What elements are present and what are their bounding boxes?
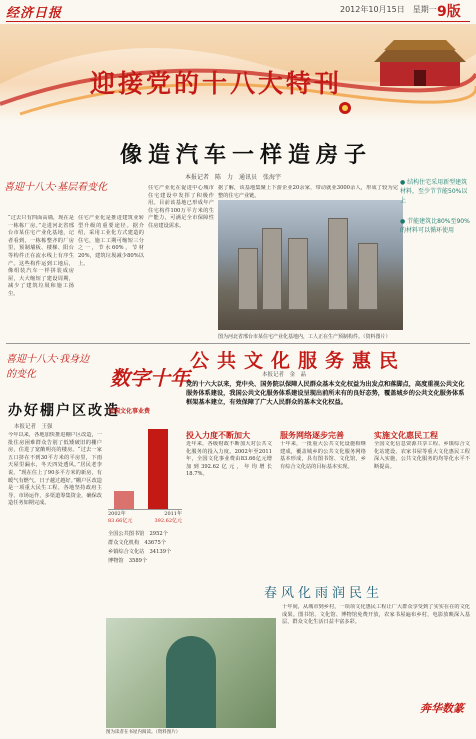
stat-item: 乡镇综合文化站 34139个 (108, 549, 172, 555)
article-3-col3 (374, 430, 470, 571)
chart-title: 全国文化事业费 (108, 408, 151, 415)
page-number: 9版 (437, 4, 461, 20)
article-1-callouts (400, 178, 472, 235)
footer-stamp: 奔华数篆 (420, 702, 464, 715)
value-2002: 83.66亿元 (108, 518, 133, 524)
subhead-programs: 实施文化惠民工程 (374, 430, 438, 440)
bar-label-2011: 2011年 (164, 511, 182, 517)
value-2011: 392.62亿元 (154, 518, 182, 524)
factory-photo (218, 200, 403, 330)
callout-energy-saving: ● 结构住宅采用新型建筑材料，至少节节能50%以上 (400, 179, 468, 204)
article-3-col2 (280, 430, 366, 571)
article-3-body-3: 全国文化信息资源共享工程、乡镇综合文化站建设、农家书屋等重大文化惠民工程深入实施，公共文化服务的均等化水平不断提高。 (374, 441, 470, 470)
party-emblem-icon (339, 102, 351, 114)
article-3-lead: 党的十六大以来，党中央、国务院以保障人民群众基本文化权益为出发点和落脚点，高度重视公共文化服务体系建设，我国公共文化服务体系建设呈现出前所未有的良好态势，覆盖城乡的公共文化服务体系框架基本建立，有效保障了广大人民群众的基本文化权益。 (186, 381, 465, 406)
section-divider (6, 343, 470, 344)
article-3-col1 (186, 430, 272, 571)
reader-photo (106, 618, 276, 728)
reader-figure (166, 636, 216, 728)
article-3-body-1: 近年来，各级财政不断加大对公共文化服务的投入力度。2002年至2011年，全国文化事业费由83.66亿元增加到392.62亿元，年均增长18.7%。 (186, 441, 272, 478)
article-1-text-col3: 住宅产业化在促进中心城市住宅建设中发挥了积极作用。目前该基地已形成年产住宅构件100万平方米的生产能力，可满足全市保障性住房建设需求。 (148, 185, 214, 229)
stat-item: 全国公共图书馆 2952个 (108, 531, 168, 537)
article-2-column-stamp (6, 350, 96, 390)
subhead-investment: 投入力度不断加大 (186, 430, 250, 440)
stat-item: 群众文化机构 43675个 (108, 540, 167, 546)
bar-label-2002: 2002年 (108, 511, 126, 517)
culture-budget-infographic (108, 406, 182, 606)
issue-date: 2012年10月15日 星期一 (340, 5, 437, 14)
newspaper-logo: 经济日报 (6, 6, 63, 21)
callout-recycling: ● 节能建筑比80%至90%的材料可以循环使用 (400, 218, 470, 234)
reader-photo-caption: 图为读者在书屋内阅读。（资料图片） (106, 730, 181, 735)
stats-list (108, 530, 182, 566)
factory-photo-caption: 图为河北省邢台市某住宅产业化基地内，工人正在生产预制构件。（资料图片） (218, 334, 391, 340)
article-1-byline: 本报记者 陈 力 通讯员 张海宇 (185, 174, 282, 181)
subhead-network: 服务网络逐步完善 (280, 430, 344, 440)
article-4-text: 十年间，从城市到乡村，一项项文化惠民工程让广大群众享受到了实实在在的文化成果。图书馆、文化馆、博物馆免费开放，农家书屋遍布乡村，电影放映深入基层，群众文化生活日益丰富多彩。 (282, 604, 470, 626)
article-1-text-col4: 据了解，该基地集聚上下游企业20余家，带动就业3000余人，形成了较为完整的住宅产业链。 (218, 185, 398, 199)
article-4-title: 春风化雨润民生 (264, 586, 384, 601)
article-3-body-2: 十年来，一批重大公共文化设施相继建成，覆盖城乡的公共文化服务网络基本形成，县有图书馆、文化馆，乡有综合文化站的目标基本实现。 (280, 441, 366, 470)
article-1-column-stamp (4, 178, 114, 218)
bar-2002 (114, 491, 134, 509)
masthead (0, 0, 476, 22)
special-banner (0, 24, 476, 122)
stat-item: 博物馆 3589个 (108, 558, 148, 564)
chart-bars (108, 419, 182, 510)
article-2-title: 办好棚户区改造 (8, 403, 120, 419)
bar-2011 (148, 429, 168, 509)
masthead-rule (6, 21, 470, 22)
tiananmen-icon (374, 40, 466, 86)
column-stamp-text: 喜迎十八大·我身边的变化 (6, 354, 90, 380)
article-3-byline: 本报记者 金 晶 (262, 372, 307, 378)
column-stamp-text: 喜迎十八大·基层看变化 (4, 182, 108, 193)
article-1-text-col1: “过去只有四面高墙，现在是一栋栋厂房。”走进河北省邢台市某住宅产业化基地，记者看到，一栋栋整齐的厂房里，预制墙板、楼梯、阳台等构件正在流水线上有序生产。这些构件运到工地后，像组装汽车一样拼装成房屋，大大缩短了建设周期，减少了建筑垃圾和施工扬尘。 (8, 215, 74, 297)
article-2-text: 今年以来，各地加快推进棚户区改造，一批住房困难群众告别了低矮破旧的棚户房，住进了宽敞明亮的楼房。“过去一家五口挤在不到30平方米的平房里，下雨天屋里漏水，冬天四处透风。”居民老李说，“现在住上了90多平方米的新房，有暖气有燃气，日子越过越好。”棚户区改造是一项重大民生工程，各地坚持政府主导、市场运作，多渠道筹集资金，确保改造任务如期完成。 (8, 432, 102, 507)
article-3-title: 公共文化服务惠民 (190, 350, 407, 372)
special-title: 迎接党的十八大特刊 (90, 69, 343, 98)
digital-decade-label: 数字十年 (110, 366, 190, 390)
article-1-title: 像造汽车一样造房子 (120, 142, 373, 168)
article-2-byline: 本报记者 王强 (14, 424, 53, 430)
article-1-text-col2: 住宅产业化是推进建筑业转型升级的重要途径。据介绍，采用工业化方式建造的住宅，施工工期可缩短三分之一，节水60%，节材20%，建筑垃圾减少80%以上。 (78, 215, 144, 267)
